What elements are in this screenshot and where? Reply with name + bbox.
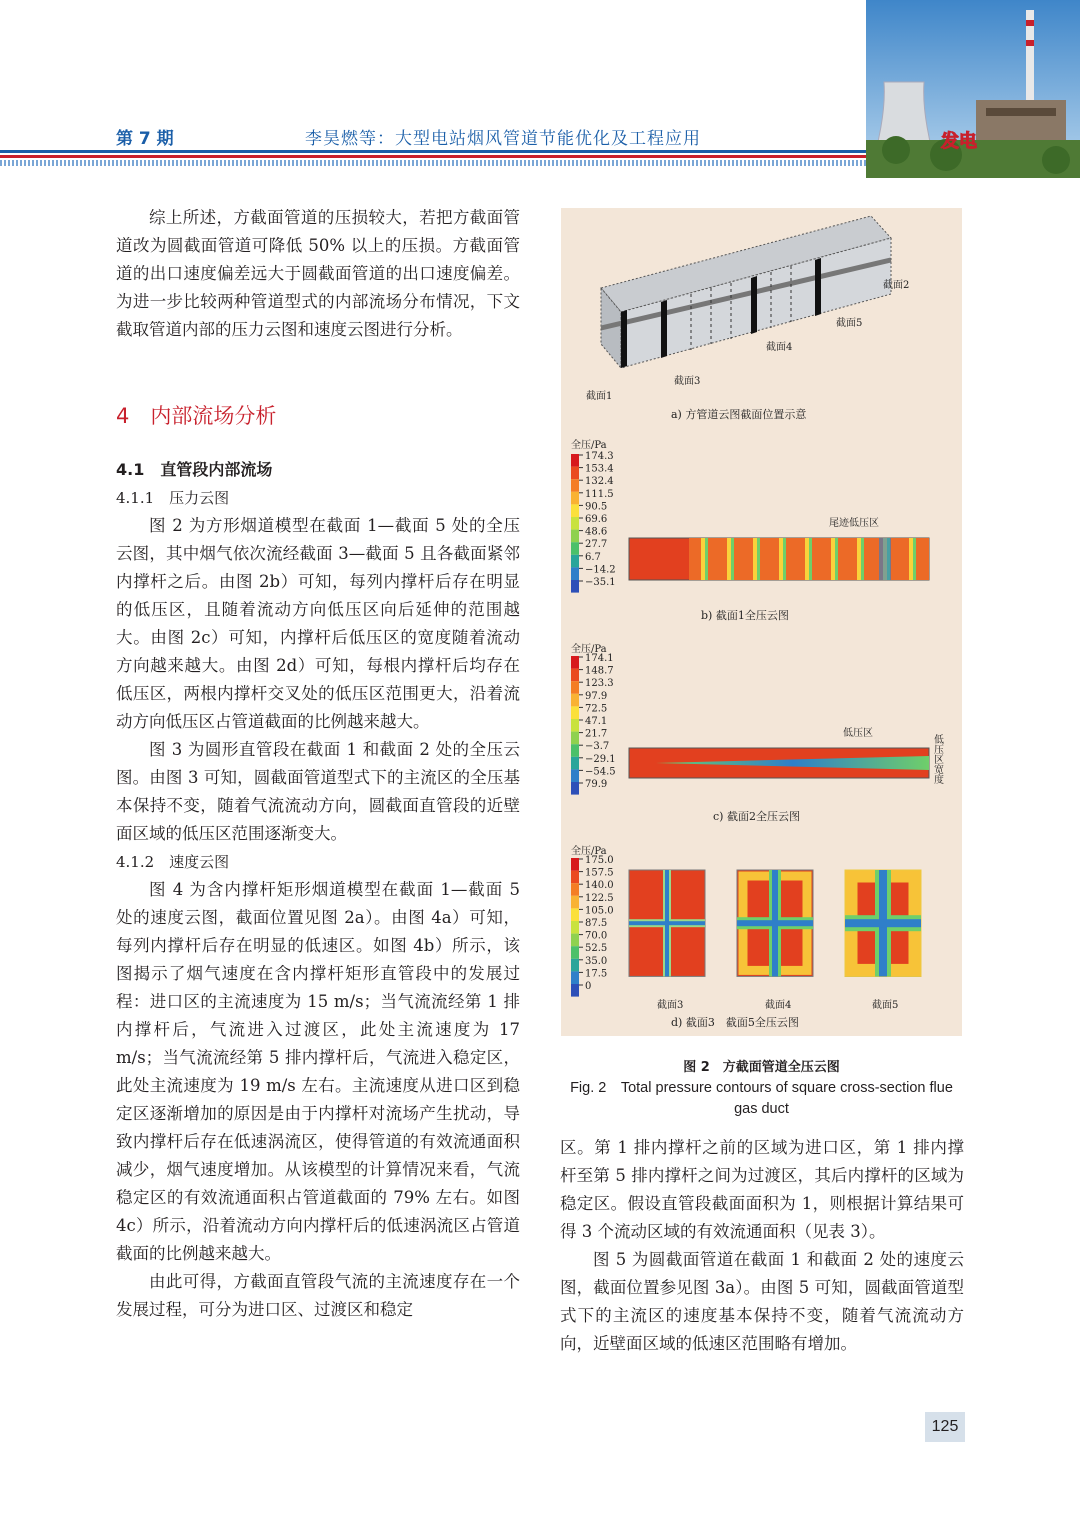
- legend-label: 21.7: [585, 728, 608, 740]
- legend-swatch: [571, 782, 579, 795]
- legend-swatch: [571, 971, 579, 984]
- section-contour: [737, 870, 813, 976]
- legend-swatch: [571, 896, 579, 909]
- logo-text: 发电: [941, 131, 977, 152]
- header-rule-red: [0, 155, 866, 158]
- subsubsection-heading: 4.1.1 压力云图: [116, 489, 230, 507]
- legend-label: −14.2: [585, 564, 616, 576]
- legend-label: 140.0: [585, 880, 614, 892]
- figure-2: [561, 208, 962, 1036]
- legend-label: 153.4: [585, 463, 614, 475]
- wake-stripe: [831, 538, 835, 580]
- legend-swatch: [571, 908, 579, 921]
- legend-label: 148.7: [585, 665, 614, 677]
- wake-stripe: [909, 538, 913, 580]
- label-section-3: 截面3: [674, 376, 701, 387]
- wake-stripe: [779, 538, 783, 580]
- legend-label: 70.0: [585, 930, 608, 942]
- legend-swatch: [571, 732, 579, 745]
- label-section-4: 截面4: [765, 1000, 792, 1011]
- legend-label: 174.3: [585, 451, 614, 462]
- legend-swatch: [571, 858, 579, 871]
- paragraph: 图 4 为含内撑杆矩形烟道模型在截面 1—截面 5 处的速度云图，截面位置见图 2a）。由图 4a）可知，每列内撑杆后存在明显的低速区。如图 4b）所示，该图揭示了烟气速度在含内撑杆矩形直管段中的发展过程：进口区的主流速度为 15 m/s；当气流流经第 1 排内撑杆后，气流进入过渡区，此处主流速度为 17 m/s；当气流流经第 5 排内撑杆后，气流进入稳定区，此处主流速度为 19 m/s 左右。主流速度从进口区到稳定区逐渐增加的原因是由于内撑杆对流场产生扰动，导致内撑杆后存在低速涡流区，使得管道的有效流通面积减少，烟气速度增加。从该模型的计算情况来看，气流稳定区的有效流通面积占管道截面的 79% 左右。如图 4c）所示，沿着流动方向内撑杆后的低速涡流区占管道截面的比例越来越大。: [116, 880, 520, 1263]
- header-rule-hatch: [0, 160, 866, 166]
- figure-caption-en: Fig. 2 Total pressure contours of square cross-section flue gas duct: [570, 1080, 953, 1117]
- legend-label: 90.5: [585, 501, 608, 513]
- legend-swatch: [571, 681, 579, 694]
- legend-swatch: [571, 921, 579, 934]
- legend-label: 0: [585, 981, 592, 992]
- section-contour: [845, 870, 921, 976]
- legend-swatch: [571, 479, 579, 492]
- legend-swatch: [571, 719, 579, 732]
- legend-label: 52.5: [585, 943, 608, 955]
- legend-unit: 全压/Pa: [571, 846, 607, 857]
- wake-stripe: [701, 538, 705, 580]
- paragraph: 区。第 1 排内撑杆之前的区域为进口区，第 1 排内撑杆至第 5 排内撑杆之间为过渡区，其后内撑杆的区域为稳定区。假设直管段截面面积为 1，则根据计算结果可得 3 个流动区域的有效流通面积（见表 3）。: [560, 1138, 964, 1241]
- subcaption-c: c) 截面2全压云图: [713, 810, 800, 823]
- contour-c: [571, 642, 944, 823]
- legend-c: [571, 653, 616, 795]
- header-rule-blue: [0, 150, 866, 153]
- label-section-1: 截面1: [586, 391, 613, 402]
- subsubsection-heading: 4.1.2 速度云图: [116, 853, 230, 871]
- power-plant-photo: [866, 0, 1080, 178]
- label-section-3: 截面3: [657, 1000, 684, 1011]
- legend-swatch: [571, 517, 579, 530]
- legend-swatch: [571, 871, 579, 884]
- legend-swatch: [571, 656, 579, 669]
- legend-swatch: [571, 555, 579, 568]
- contour-d: [571, 844, 921, 1029]
- legend-label: 47.1: [585, 716, 608, 727]
- wake-stripe: [805, 538, 809, 580]
- legend-swatch: [571, 934, 579, 947]
- legend-swatch: [571, 694, 579, 707]
- label-section-5: 截面5: [872, 1000, 899, 1011]
- section-contour: [629, 870, 705, 976]
- running-title: 李昊燃等：大型电站烟风管道节能优化及工程应用: [305, 129, 701, 149]
- section-heading: 4 内部流场分析: [116, 404, 277, 428]
- legend-label: 122.5: [585, 892, 614, 904]
- legend-swatch: [571, 669, 579, 682]
- legend-label: 17.5: [585, 968, 608, 980]
- legend-swatch: [571, 467, 579, 480]
- legend-swatch: [571, 542, 579, 555]
- legend-label: 72.5: [585, 703, 608, 715]
- paragraph: 图 3 为圆形直管段在截面 1 和截面 2 处的全压云图。由图 3 可知，圆截面管道型式下的主流区的全压基本保持不变，随着气流流动方向，圆截面直管段的近壁面区域的低压区范围逐渐变大。: [116, 740, 520, 843]
- legend-label: 97.9: [585, 690, 608, 702]
- contour-b: [571, 438, 929, 622]
- legend-swatch: [571, 530, 579, 543]
- legend-swatch: [571, 454, 579, 467]
- wake-stripe: [727, 538, 731, 580]
- legend-label: −35.1: [585, 577, 616, 588]
- legend-swatch: [571, 580, 579, 593]
- left-column-body: [116, 456, 520, 1324]
- right-column-body: [560, 1134, 964, 1358]
- legend-label: 27.7: [585, 539, 608, 551]
- page-number: 125: [925, 1412, 965, 1442]
- duct-schematic: [586, 216, 909, 421]
- legend-label: 175.0: [585, 855, 614, 866]
- left-column-top: [116, 204, 520, 344]
- legend-label: −54.5: [585, 766, 616, 778]
- legend-unit: 全压/Pa: [571, 440, 607, 451]
- legend-label: 105.0: [585, 905, 614, 917]
- page-header: [0, 0, 1080, 185]
- legend-label: −29.1: [585, 753, 616, 765]
- annotation-wake-low-pressure: 尾迹低压区: [829, 518, 879, 529]
- legend-label: 87.5: [585, 918, 608, 929]
- label-section-4: 截面4: [766, 342, 793, 353]
- paragraph: 综上所述，方截面管道的压损较大，若把方截面管道改为圆截面管道可降低 50% 以上的压损。方截面管道的出口速度偏差远大于圆截面管道的出口速度偏差。为进一步比较两种管道型式的内部流场分布情况，下文截取管道内部的压力云图和速度云图进行分析。: [116, 208, 520, 339]
- legend-label: 48.6: [585, 526, 608, 538]
- subcaption-d: d) 截面3 截面5全压云图: [671, 1016, 799, 1029]
- legend-label: 123.3: [585, 678, 614, 690]
- legend-b: [571, 451, 616, 593]
- legend-label: 35.0: [585, 955, 608, 967]
- legend-swatch: [571, 883, 579, 896]
- legend-swatch: [571, 984, 579, 997]
- paragraph: 图 2 为方形烟道模型在截面 1—截面 5 处的全压云图，其中烟气依次流经截面 3—截面 5 且各截面紧邻内撑杆之后。由图 2b）可知，每列内撑杆后存在明显的低压区，且随着流动方向低压区向后延伸的范围越大。由图 2c）可知，内撑杆后低压区的宽度随着流动方向越来越大。由图 2d）可知，每根内撑杆后均存在低压区，两根内撑杆交叉处的低压区范围更大，沿着流动方向低压区占管道截面的比例越来越大。: [116, 516, 520, 731]
- legend-label: 174.1: [585, 653, 614, 664]
- legend-label: 111.5: [585, 488, 614, 500]
- wake-stripe: [857, 538, 861, 580]
- legend-swatch: [571, 959, 579, 972]
- legend-label: 79.9: [585, 779, 608, 790]
- legend-label: 157.5: [585, 867, 614, 879]
- subsection-heading: 4.1 直管段内部流场: [116, 460, 273, 479]
- annotation-low-pressure-width: 低压区宽度: [931, 734, 943, 784]
- legend-d: [571, 855, 614, 997]
- subcaption-b: b) 截面1全压云图: [701, 609, 789, 622]
- legend-label: −3.7: [585, 741, 610, 753]
- subcaption-a: a) 方管道云图截面位置示意: [671, 408, 807, 421]
- legend-swatch: [571, 504, 579, 517]
- issue-number: 第 7 期: [116, 129, 174, 149]
- figure-caption-cn: 图 2 方截面管道全压云图: [683, 1060, 840, 1075]
- wake-stripe: [753, 538, 757, 580]
- label-section-2: 截面2: [883, 280, 910, 291]
- legend-swatch: [571, 567, 579, 580]
- legend-swatch: [571, 706, 579, 719]
- legend-label: 6.7: [585, 551, 601, 563]
- paragraph: 图 5 为圆截面管道在截面 1 和截面 2 处的速度云图，截面位置参见图 3a）。由图 5 可知，圆截面管道型式下的主流区的速度基本保持不变，随着气流流动方向，近壁面区域的低速区范围略有增加。: [560, 1250, 964, 1353]
- annotation-low-pressure: 低压区: [843, 728, 873, 739]
- legend-swatch: [571, 757, 579, 770]
- legend-swatch: [571, 946, 579, 959]
- legend-swatch: [571, 492, 579, 505]
- legend-swatch: [571, 769, 579, 782]
- legend-label: 69.6: [585, 514, 608, 525]
- legend-unit: 全压/Pa: [571, 644, 607, 655]
- legend-swatch: [571, 744, 579, 757]
- paragraph: 由此可得，方截面直管段气流的主流速度存在一个发展过程，可分为进口区、过渡区和稳定: [116, 1272, 520, 1319]
- legend-label: 132.4: [585, 476, 614, 488]
- label-section-5: 截面5: [836, 318, 863, 329]
